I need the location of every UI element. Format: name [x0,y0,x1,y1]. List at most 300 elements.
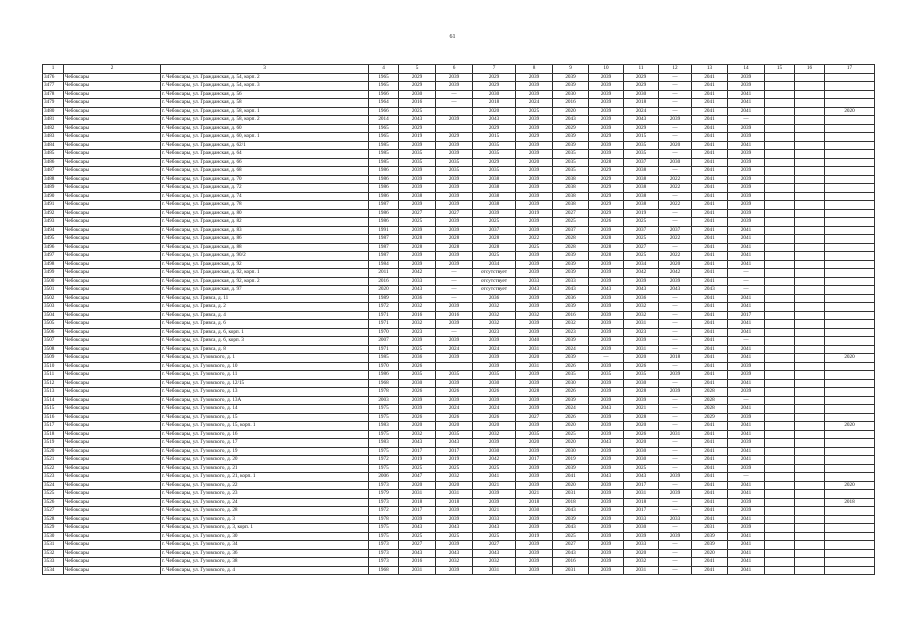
table-cell [765,252,795,261]
table-cell: — [436,99,473,108]
table-cell: 3534 [43,566,64,575]
table-cell [765,294,795,303]
table-cell [825,558,875,567]
table-cell [825,541,875,550]
table-cell: 1964 [369,99,399,108]
table-cell: 2029 [589,133,624,142]
table-cell: 2035 [436,371,473,380]
table-cell [795,379,825,388]
table-cell: 2041 [728,541,765,550]
table-cell: 2043 [553,549,589,558]
table-cell: — [659,107,692,116]
table-cell: 2041 [692,235,728,244]
table-cell: 1985 [369,150,399,159]
table-cell: 2041 [728,515,765,524]
table-cell [825,379,875,388]
table-cell [825,532,875,541]
table-cell: 1978 [369,388,399,397]
table-cell [795,99,825,108]
table-cell: 2030 [553,379,589,388]
table-cell: Чебоксары [64,218,161,227]
table-row [43,82,875,91]
table-cell [825,456,875,465]
table-cell: 1986 [369,167,399,176]
table-cell [795,507,825,516]
table-cell: Чебоксары [64,226,161,235]
table-cell: г. Чебоксары, ул. Гузовского, д. 17 [161,439,369,448]
table-cell: 2041 [692,345,728,354]
table-cell: 2039 [436,396,473,405]
table-cell: 2039 [436,337,473,346]
table-cell [765,260,795,269]
table-cell: 2039 [436,379,473,388]
table-cell: 2043 [589,405,624,414]
table-cell: 1975 [369,524,399,533]
table-cell: г. Чебоксары, ул. Гривса, д. 11 [161,294,369,303]
table-cell: 1970 [369,362,399,371]
table-cell: 2039 [399,396,436,405]
table-row [43,158,875,167]
table-cell: 2035 [624,371,659,380]
table-cell: — [436,286,473,295]
table-cell: Чебоксары [64,405,161,414]
table-cell: 2019 [624,209,659,218]
table-cell: — [659,558,692,567]
table-cell: 2025 [399,464,436,473]
table-cell: 3481 [43,116,64,125]
table-cell: 2039 [516,405,553,414]
table-cell [795,82,825,91]
table-cell: г. Чебоксары, ул. Гражданская, д. 68 [161,167,369,176]
table-cell: — [659,99,692,108]
table-cell: 2043 [553,507,589,516]
table-cell [765,226,795,235]
table-cell: 2041 [728,558,765,567]
table-header-row [43,65,875,74]
table-cell [765,473,795,482]
table-cell: 2023 [553,328,589,337]
table-row [43,422,875,431]
table-cell: 2039 [516,396,553,405]
table-cell: 2041 [692,209,728,218]
table-cell: 2039 [436,515,473,524]
table-cell: 2047 [399,473,436,482]
table-cell: 3484 [43,141,64,150]
table-cell: 1971 [369,345,399,354]
column-header: 15 [765,65,795,74]
table-cell: 3532 [43,549,64,558]
table-cell: — [436,269,473,278]
table-cell: 2039 [589,413,624,422]
table-cell [795,447,825,456]
table-cell: г. Чебоксары, ул. Гузовского, д. 13А [161,396,369,405]
table-cell: 2039 [728,498,765,507]
table-cell: 2036 [624,294,659,303]
table-cell: 2018 [624,99,659,108]
table-cell [765,141,795,150]
table-row [43,141,875,150]
table-cell: 2018 [659,354,692,363]
table-cell [795,260,825,269]
table-row [43,124,875,133]
table-cell: 2039 [553,515,589,524]
table-cell: г. Чебоксары, ул. Гузовского, д. 23 [161,490,369,499]
table-cell: 2041 [692,354,728,363]
table-cell: 2021 [473,481,516,490]
table-cell: 2041 [692,422,728,431]
table-cell: 2027 [624,243,659,252]
table-cell: г. Чебоксары, ул. Гражданская, д. 80 [161,209,369,218]
table-row [43,235,875,244]
table-cell [765,175,795,184]
table-cell: 2020 [369,286,399,295]
table-row [43,311,875,320]
table-cell: г. Чебоксары, ул. Гражданская, д. 92, корп. 2 [161,277,369,286]
table-cell [825,447,875,456]
table-cell [795,396,825,405]
table-cell: — [728,269,765,278]
table-cell: Чебоксары [64,184,161,193]
table-cell [825,116,875,125]
table-cell: 2039 [516,294,553,303]
table-cell: г. Чебоксары, ул. Гражданская, д. 72 [161,184,369,193]
table-cell [765,90,795,99]
table-cell: 2024 [624,107,659,116]
table-cell [825,371,875,380]
table-cell: 2028 [516,388,553,397]
table-cell [795,133,825,142]
table-cell: 2039 [436,218,473,227]
table-cell: 2039 [728,184,765,193]
table-cell: г. Чебоксары, ул. Гражданская, д. 54, корп. 2 [161,73,369,82]
table-cell [795,541,825,550]
table-cell: 2041 [692,141,728,150]
table-cell: 2039 [589,277,624,286]
table-row [43,209,875,218]
table-cell: 2041 [728,405,765,414]
table-cell: 2038 [473,201,516,210]
table-cell: — [659,345,692,354]
table-cell: Чебоксары [64,311,161,320]
table-cell: 2039 [399,405,436,414]
table-cell: 2039 [473,209,516,218]
table-cell [795,430,825,439]
table-cell: 3517 [43,422,64,431]
table-cell: 2016 [553,311,589,320]
table-row [43,218,875,227]
table-cell [765,379,795,388]
table-cell: 2039 [516,371,553,380]
table-cell: 2020 [624,354,659,363]
table-cell: 3521 [43,456,64,465]
table-cell: 2025 [473,252,516,261]
table-cell: 2025 [399,218,436,227]
table-cell: 3477 [43,82,64,91]
table-cell: 2029 [589,192,624,201]
table-cell: 2020 [436,422,473,431]
table-cell: 2041 [728,328,765,337]
table-cell: Чебоксары [64,490,161,499]
table-row [43,507,875,516]
table-cell: 2028 [553,235,589,244]
table-cell: 2030 [473,90,516,99]
table-cell [795,175,825,184]
table-cell: 2039 [553,133,589,142]
table-cell: 2037 [624,226,659,235]
table-cell [795,243,825,252]
table-cell: 2025 [516,243,553,252]
table-cell: 2039 [589,73,624,82]
table-cell: 2038 [553,201,589,210]
table-cell [825,167,875,176]
table-cell: 2039 [553,396,589,405]
table-cell: 2039 [589,524,624,533]
table-cell: 2039 [436,320,473,329]
table-cell [795,566,825,575]
table-cell: Чебоксары [64,158,161,167]
table-cell [795,90,825,99]
table-cell: 3495 [43,235,64,244]
table-cell: 3516 [43,413,64,422]
table-cell: 1986 [369,209,399,218]
table-cell: 2041 [728,260,765,269]
table-cell: г. Чебоксары, ул. Гражданская, д. 62/1 [161,141,369,150]
table-cell: 2039 [589,107,624,116]
table-cell: 2041 [692,158,728,167]
column-header: 16 [795,65,825,74]
table-cell: 2026 [436,413,473,422]
table-cell [795,490,825,499]
table-cell: 2039 [516,141,553,150]
table-cell: 2041 [692,507,728,516]
table-cell: г. Чебоксары, ул. Гражданская, д. 58, корп. 2 [161,116,369,125]
column-header: 12 [659,65,692,74]
table-cell: 2028 [436,243,473,252]
table-cell: 3529 [43,524,64,533]
table-cell: 2031 [399,566,436,575]
table-cell: Чебоксары [64,473,161,482]
table-row [43,99,875,108]
table-cell: 2041 [728,99,765,108]
table-cell: 2039 [436,354,473,363]
table-cell: г. Чебоксары, ул. Гузовского, д. 3, корп. 1 [161,524,369,533]
table-cell: 2039 [516,269,553,278]
table-cell [765,328,795,337]
table-cell [825,175,875,184]
table-cell [795,549,825,558]
table-cell: 2041 [692,269,728,278]
table-cell: 2039 [553,252,589,261]
table-cell: 1966 [369,107,399,116]
table-cell: Чебоксары [64,99,161,108]
table-cell: 3520 [43,447,64,456]
column-header: 1 [43,65,64,74]
table-cell: 2032 [399,430,436,439]
table-cell: 2041 [692,260,728,269]
table-cell [825,124,875,133]
table-cell: — [728,473,765,482]
table-cell [765,320,795,329]
table-cell: 2036 [473,294,516,303]
table-cell [765,362,795,371]
table-cell: Чебоксары [64,124,161,133]
table-cell: 2041 [692,90,728,99]
table-row [43,481,875,490]
table-cell: 1972 [369,456,399,465]
table-cell: 2039 [589,362,624,371]
table-cell: г. Чебоксары, ул. Гражданская, д. 92 [161,260,369,269]
table-cell: г. Чебоксары, ул. Гражданская, д. 64 [161,150,369,159]
table-cell: 2028 [473,235,516,244]
table-cell: 2028 [589,235,624,244]
table-cell: 2032 [473,320,516,329]
table-cell: 2029 [473,158,516,167]
table-row [43,430,875,439]
table-cell: 2030 [516,507,553,516]
table-row [43,362,875,371]
table-cell: 2025 [516,107,553,116]
table-cell: 2020 [553,439,589,448]
table-cell: г. Чебоксары, ул. Гузовского, д. 1 [161,354,369,363]
table-cell: 2018 [624,498,659,507]
table-cell: г. Чебоксары, ул. Гражданская, д. 86 [161,235,369,244]
table-cell: 3490 [43,192,64,201]
table-cell: Чебоксары [64,277,161,286]
table-cell [765,124,795,133]
table-cell: 2039 [516,82,553,91]
table-cell: 2015 [473,133,516,142]
table-row [43,116,875,125]
table-cell: 2039 [728,201,765,210]
table-cell [795,201,825,210]
table-cell: — [659,464,692,473]
table-cell: Чебоксары [64,209,161,218]
table-cell: 2041 [692,243,728,252]
table-cell: 2011 [369,269,399,278]
table-cell [795,524,825,533]
table-cell: 2043 [589,286,624,295]
table-cell [825,218,875,227]
table-cell: 3525 [43,490,64,499]
table-cell: 2038 [553,192,589,201]
table-cell: 2041 [692,252,728,261]
table-cell: Чебоксары [64,447,161,456]
table-cell: Чебоксары [64,175,161,184]
table-cell: 2027 [553,209,589,218]
table-cell: 2039 [589,532,624,541]
table-cell: 1987 [369,235,399,244]
table-cell: 2038 [624,184,659,193]
table-cell [825,464,875,473]
table-cell: 2023 [399,328,436,337]
table-cell [436,107,473,116]
table-cell: 2041 [692,133,728,142]
table-cell: 2039 [553,141,589,150]
table-cell: 2020 [659,141,692,150]
table-cell: 2032 [436,558,473,567]
table-cell: 2038 [473,175,516,184]
table-cell: 2029 [624,124,659,133]
column-header: 11 [624,65,659,74]
table-cell: 2039 [516,515,553,524]
table-cell: г. Чебоксары, ул. Гузовского, д. 28 [161,507,369,516]
table-cell [825,320,875,329]
table-cell: 2041 [692,379,728,388]
table-cell: 2039 [624,396,659,405]
table-row [43,379,875,388]
table-cell: 2039 [728,507,765,516]
table-cell: — [659,218,692,227]
column-header: 9 [553,65,589,74]
table-cell: 2039 [659,473,692,482]
table-cell: 2029 [436,133,473,142]
table-cell: 2031 [692,524,728,533]
table-cell: 2041 [692,277,728,286]
table-cell: 2041 [692,337,728,346]
table-cell [765,558,795,567]
table-cell: 1972 [369,507,399,516]
table-cell: 2032 [624,558,659,567]
table-row [43,549,875,558]
table-cell [825,507,875,516]
table-cell: 2032 [624,311,659,320]
table-cell: 3533 [43,558,64,567]
table-cell: 2039 [728,371,765,380]
table-cell: — [659,439,692,448]
table-cell: 2041 [728,107,765,116]
table-cell: 2039 [624,277,659,286]
table-cell: 2029 [624,82,659,91]
table-cell: 3519 [43,439,64,448]
table-cell: 2020 [516,354,553,363]
table-cell: Чебоксары [64,354,161,363]
table-cell: 2020 [624,422,659,431]
table-cell: 2039 [553,73,589,82]
table-cell: 2043 [692,286,728,295]
table-cell: 1991 [369,226,399,235]
table-cell: 2024 [516,99,553,108]
table-cell: 2025 [553,218,589,227]
table-cell: 2035 [624,141,659,150]
table-cell: 2043 [624,286,659,295]
table-cell: 2020 [825,422,875,431]
table-cell [765,396,795,405]
table-row [43,515,875,524]
table-cell: 2041 [692,175,728,184]
table-cell: 2026 [624,362,659,371]
table-cell: 2020 [659,260,692,269]
table-row [43,328,875,337]
table-cell: 3488 [43,175,64,184]
table-cell [765,243,795,252]
table-cell: г. Чебоксары, ул. Гузовского, д. 22 [161,481,369,490]
table-cell: 2020 [399,481,436,490]
table-cell: 2039 [589,558,624,567]
table-cell: 2039 [728,82,765,91]
table-cell: 2043 [659,286,692,295]
table-cell: 2039 [516,447,553,456]
table-row [43,396,875,405]
table-cell: 2039 [399,252,436,261]
table-cell: 2014 [369,116,399,125]
table-row [43,524,875,533]
table-cell [795,294,825,303]
table-cell: 2023 [624,328,659,337]
table-cell [795,235,825,244]
table-row [43,226,875,235]
table-cell: 2020 [516,158,553,167]
table-cell: 3482 [43,124,64,133]
